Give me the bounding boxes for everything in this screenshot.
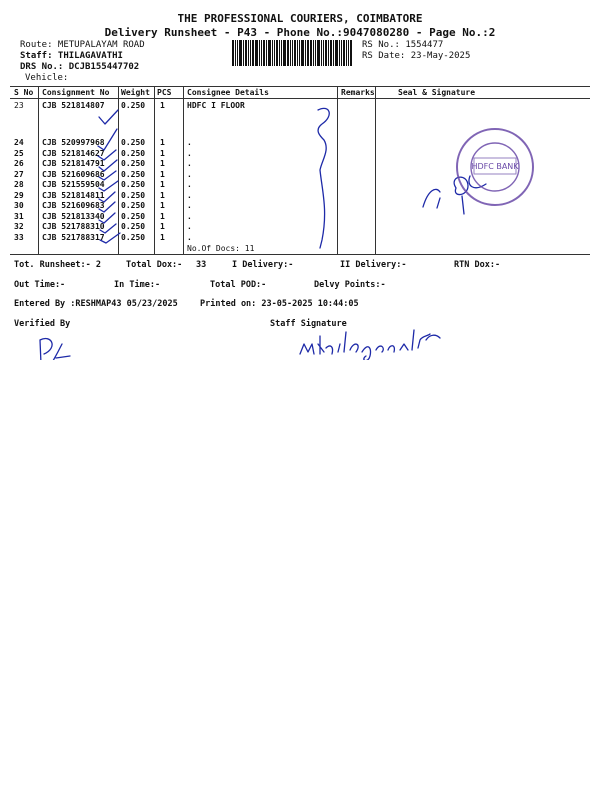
header-pcs: PCS [157, 88, 172, 97]
check-mark-icon [100, 233, 120, 243]
row-sno: 25 [14, 148, 24, 158]
row-weight: 0.250 [121, 190, 146, 200]
row-weight: 0.250 [121, 148, 146, 158]
row-consignment: CJB 521609683 [42, 201, 105, 210]
row-details: . [187, 222, 192, 231]
row-weight: 0.250 [121, 211, 146, 221]
in-time: In Time:- [114, 280, 161, 290]
row-consignment: CJB 521814791 [42, 159, 105, 168]
staff-signature-label: Staff Signature [270, 319, 347, 329]
total-dox-label: Total Dox:- [126, 260, 183, 270]
row-consignment: CJB 521814627 [42, 148, 105, 158]
verified-signature [40, 339, 70, 360]
row-sno: 30 [14, 201, 24, 210]
ii-delivery: II Delivery:- [340, 260, 407, 270]
entered-by: Entered By :RESHMAP43 05/23/2025 [14, 299, 178, 309]
row-sno: 32 [14, 222, 24, 231]
row-details: . [187, 169, 192, 179]
row-consignment: CJB 521814807 [42, 101, 105, 110]
row-sno: 24 [14, 138, 24, 147]
header-weight: Weight [121, 88, 150, 97]
row-weight: 0.250 [121, 180, 146, 189]
row-sno: 26 [14, 159, 24, 168]
total-dox-value: 33 [196, 260, 207, 270]
rs-date: RS Date: 23-May-2025 [362, 51, 471, 61]
row-weight: 0.250 [121, 159, 146, 168]
row-sno: 29 [14, 190, 24, 200]
row-details: . [187, 201, 192, 210]
row-pcs: 1 [160, 232, 165, 242]
row-details: . [187, 138, 192, 147]
row-details: . [187, 211, 192, 221]
row-details: . [187, 190, 192, 200]
row-pcs: 1 [160, 222, 165, 231]
row-sno: 27 [14, 169, 24, 179]
vehicle-label: Vehicle: [25, 73, 69, 83]
row-consignment: CJB 521814811 [42, 190, 105, 200]
signature-stroke [437, 198, 440, 208]
row-weight: 0.250 [121, 138, 146, 147]
drs-number: DRS No.: DCJB155447702 [20, 62, 140, 72]
row-consignment: CJB 520997968 [42, 138, 105, 147]
row-details: . [187, 180, 192, 189]
rtn-dox: RTN Dox:- [454, 260, 501, 270]
bank-stamp [452, 124, 538, 210]
row-pcs: 1 [160, 101, 165, 110]
out-time: Out Time:- [14, 280, 66, 290]
header-seal-signature: Seal & Signature [398, 88, 476, 97]
row-pcs: 1 [160, 180, 165, 189]
row-details: . [187, 159, 192, 168]
row-details: . [187, 148, 192, 158]
row-details: HDFC I FLOOR [187, 101, 245, 110]
row-pcs: 1 [160, 211, 165, 221]
row-consignment: CJB 521813340 [42, 211, 105, 221]
route-label: Route: METUPALAYAM ROAD [20, 40, 145, 50]
check-mark-icon [99, 160, 117, 171]
check-mark-icon [99, 181, 118, 191]
i-delivery: I Delivery:- [232, 260, 294, 270]
row-weight: 0.250 [121, 232, 146, 242]
header-consignee: Consignee Details [187, 88, 269, 97]
row-consignment: CJB 521788310 [42, 222, 105, 231]
row-weight: 0.250 [121, 169, 146, 179]
row-details: . [187, 232, 192, 242]
bracket-mark [318, 108, 329, 248]
check-mark-icon [99, 213, 115, 223]
row-pcs: 1 [160, 201, 165, 210]
rs-number: RS No.: 1554477 [362, 40, 444, 50]
company-title: THE PROFESSIONAL COURIERS, COIMBATORE [177, 12, 423, 25]
row-pcs: 1 [160, 190, 165, 200]
row-pcs: 1 [160, 159, 165, 168]
no-of-docs: No.Of Docs: 11 [187, 244, 255, 253]
printed-on: Printed on: 23-05-2025 10:44:05 [200, 299, 359, 309]
header-sno: S No [14, 88, 34, 97]
total-pod: Total POD:- [210, 280, 267, 290]
row-sno: 23 [14, 101, 24, 110]
row-pcs: 1 [160, 138, 165, 147]
row-sno: 28 [14, 180, 24, 189]
check-mark-icon [99, 202, 115, 212]
check-mark-icon [99, 171, 116, 180]
check-mark-icon [98, 150, 116, 160]
verified-by-label: Verified By [14, 319, 71, 329]
check-mark-icon [99, 110, 118, 124]
staff-signature-stroke [300, 330, 440, 360]
check-mark-icon [100, 224, 116, 233]
stamp-text: HDFC BANK [471, 162, 519, 171]
row-sno: 33 [14, 232, 24, 242]
check-mark-icon [99, 192, 115, 202]
row-consignment: CJB 521788317 [42, 232, 105, 242]
check-mark-icon [98, 129, 117, 150]
row-sno: 31 [14, 211, 24, 221]
header-consignment: Consignment No [42, 88, 110, 97]
staff-label: Staff: THILAGAVATHI [20, 51, 123, 61]
row-pcs: 1 [160, 169, 165, 179]
header-remarks: Remarks [341, 88, 375, 97]
row-consignment: CJB 521559504 [42, 180, 105, 189]
runsheet-subtitle: Delivery Runsheet - P43 - Phone No.:9047080280 - Page No.:2 [104, 26, 496, 39]
tot-runsheet: Tot. Runsheet:- 2 [14, 260, 101, 270]
row-weight: 0.250 [121, 222, 146, 231]
row-consignment: CJB 521609686 [42, 169, 105, 179]
row-weight: 0.250 [121, 201, 146, 210]
delvy-points: Delvy Points:- [314, 280, 386, 290]
row-pcs: 1 [160, 148, 165, 158]
row-weight: 0.250 [121, 101, 146, 110]
